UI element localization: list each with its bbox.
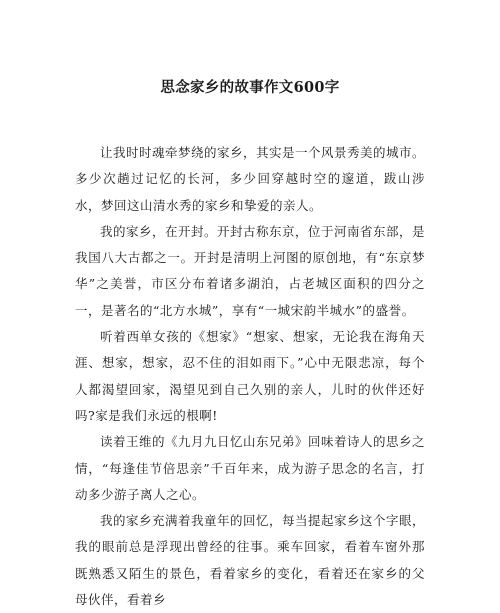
paragraph: 听着西单女孩的《想家》“想家、想家，无论我在海角天涯、想家，想家，忍不住的泪如雨下。”心中无限悲凉，每个人都渴望回家，渴望见到自己久别的亲人，儿时的伙伴还好吗?家是我们永远的根啊! (75, 329, 425, 423)
paragraph: 让我时时魂牵梦绕的家乡，其实是一个风景秀美的城市。多少次趟过记忆的长河，多少回穿越时空的邃道，跋山涉水，梦回这山清水秀的家乡和挚爱的亲人。 (75, 145, 426, 213)
document-body (75, 140, 425, 613)
document-title: 思念家乡的故事作文600字 (160, 79, 340, 96)
paragraph: 读着王维的《九月九日忆山东兄弟》回味着诗人的思乡之情，“每逢佳节倍思亲”千百年来，成为游子思念的名言，打动多少游子离人之心。 (75, 434, 426, 502)
paragraph: 我的家乡充满着我童年的回忆，每当提起家乡这个字眼，我的眼前总是浮现出曾经的往事。乘车回家，看着车窗外那既熟悉又陌生的景色，看着家乡的变化，看着还在家乡的父母伙伴，看着乡 (75, 513, 426, 608)
paragraph: 我的家乡，在开封。开封古称东京，位于河南省东部，是我国八大古都之一。开封是清明上河图的原创地，有“东京梦华”之美誉，市区分布着诸多湖泊，占老城区面积的四分之一，是著名的“北方水城”，享有“一城宋韵半城水”的盛誉。 (75, 223, 426, 318)
